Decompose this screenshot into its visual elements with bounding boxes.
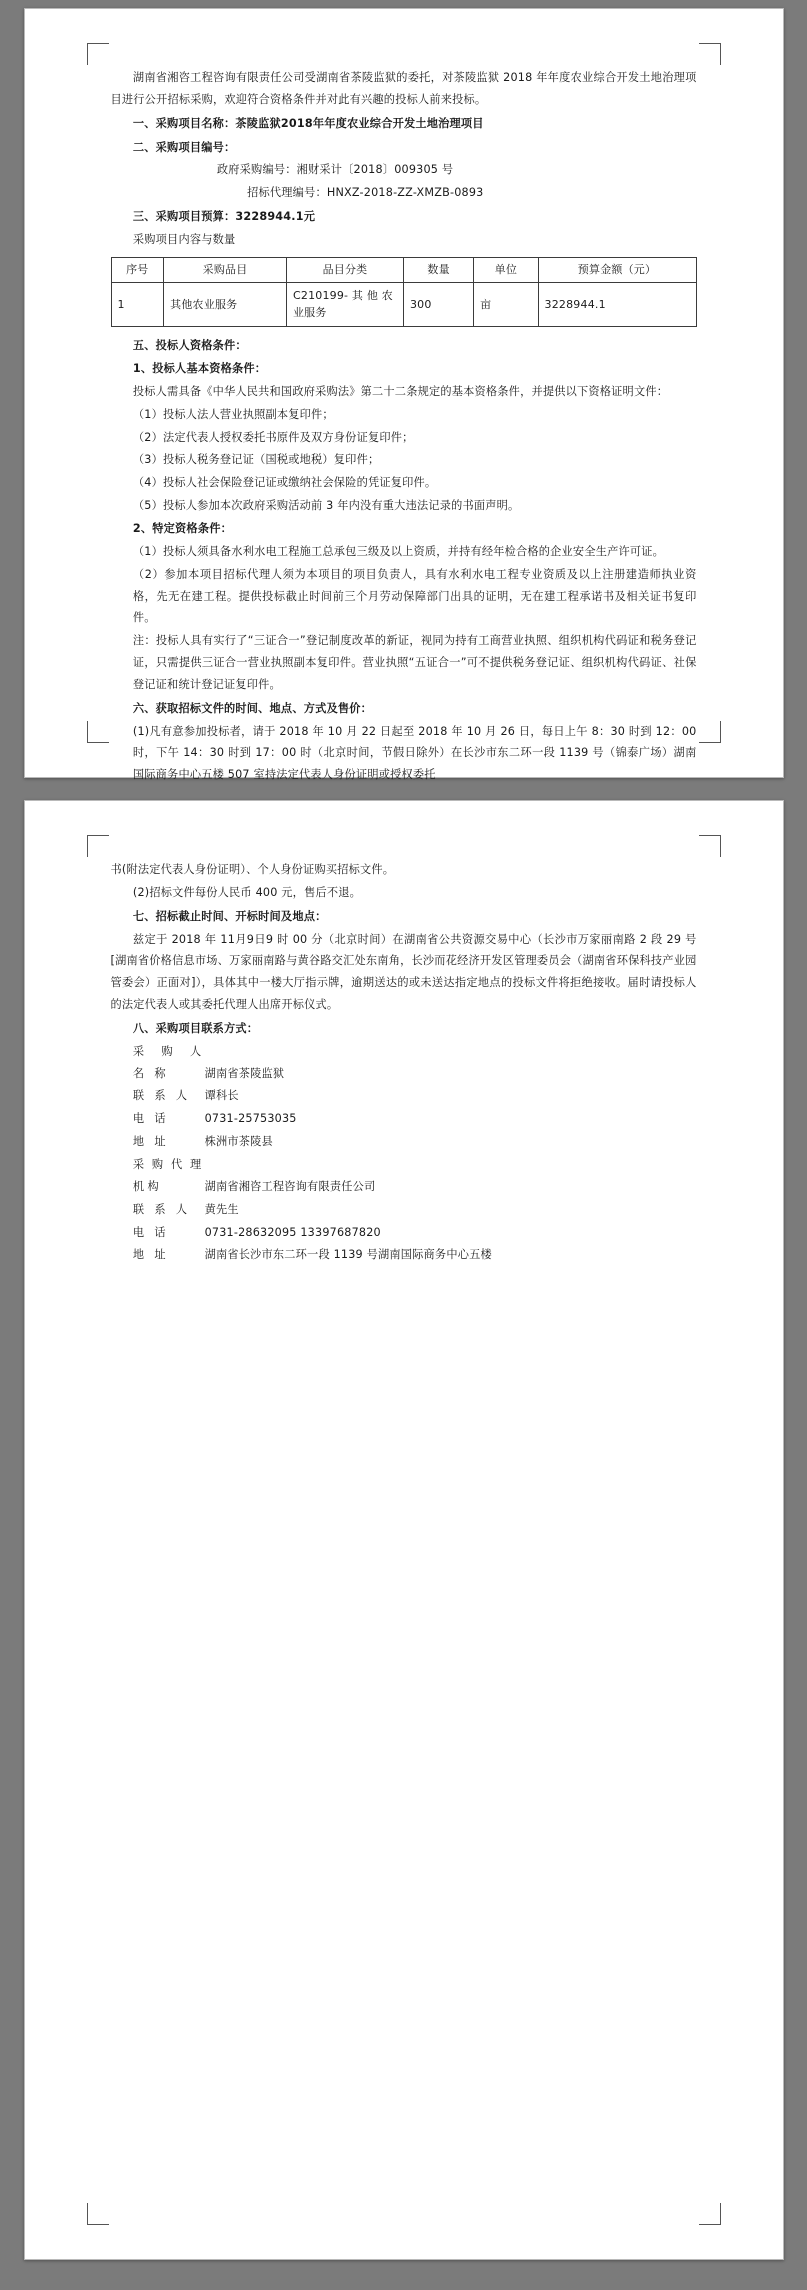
crop-mark-bottom-left (87, 721, 109, 743)
section-5-1-title: 1、投标人基本资格条件： (132, 362, 267, 376)
contact-row (111, 1222, 697, 1244)
contact-value: 湖南省茶陵监狱 (204, 1066, 285, 1080)
contact-label: 地 址 (132, 1135, 169, 1149)
section-6-title: 六、获取招标文件的时间、地点、方式及售价： (132, 701, 373, 715)
contact-row (111, 1131, 697, 1153)
section-6-paragraph-2: (2)招标文件每份人民币 400 元，售后不退。 (132, 885, 362, 899)
qualification-item-4: （4）投标人社会保险登记证或缴纳社会保险的凭证复印件。 (132, 476, 437, 490)
contact-value: 株洲市茶陵县 (204, 1135, 273, 1149)
intro-paragraph: 湖南省湘咨工程咨询有限责任公司受湖南省茶陵监狱的委托，对茶陵监狱 2018 年年度农业综合开发土地治理项目进行公开招标采购，欢迎符合资格条件并对此有兴趣的投标人前来投标。 (110, 71, 697, 106)
contact-row (111, 1085, 697, 1107)
agent-code-label: 招标代理编号： (247, 186, 327, 200)
document-page-2 (24, 800, 784, 2260)
table-header-unit: 单位 (474, 257, 538, 283)
crop-mark-top-right (699, 835, 721, 857)
contact-row (111, 1041, 697, 1085)
section-2-title (111, 137, 697, 159)
table-row (111, 283, 696, 327)
contact-value: 0731-25753035 (204, 1112, 297, 1126)
section-7-paragraph: 兹定于 2018 年 11月9日9 时 00 分（北京时间）在湖南省公共资源交易中心（长沙市万家丽南路 2 段 29 号 [湖南省价格信息市场、万家丽南路与黄谷路交汇处东南角，长沙而花经济开发区管理委员会（湖南省环保科技产业园管委会）正面对]），具体其中一楼大厅指示牌，逾期送达的或未送达指定地点的投标文件将拒绝接收。届时请投标人的法定代表人或其委托代理人出席开标仪式。 (110, 932, 697, 1012)
gov-purchase-code-label: 政府采购编号： (216, 163, 297, 177)
contact-value: 湖南省湘咨工程咨询有限责任公司 (204, 1179, 376, 1193)
gov-purchase-code-value: 湘财采计〔2018〕009305 号 (296, 163, 454, 177)
cell-budget: 3228944.1 (538, 283, 696, 327)
section-5-note: 注：投标人具有实行了“三证合一”登记制度改革的新证，视同为持有工商营业执照、组织机构代码证和税务登记证，只需提供三证合一营业执照副本复印件。营业执照“五证合一”可不提供税务登记证、组织机构代码证、社保登记证和统计登记证复印件。 (132, 634, 697, 691)
cell-item: 其他农业服务 (164, 283, 287, 327)
crop-mark-top-left (87, 43, 109, 65)
crop-mark-top-right (699, 43, 721, 65)
crop-mark-bottom-left (87, 2203, 109, 2225)
section-5-title: 五、投标人资格条件： (132, 339, 247, 353)
section-5-2-title: 2、特定资格条件： (132, 522, 232, 535)
contact-row (111, 1108, 697, 1130)
crop-mark-bottom-right (699, 2203, 721, 2225)
agent-code-line (111, 182, 697, 204)
specific-qualification-item-2: （2）参加本项目招标代理人须为本项目的项目负责人，具有水利水电工程专业资质及以上注册建造师执业资格，先无在建工程。提供投标截止时间前三个月劳动保障部门出具的证明，无在建工程承诺书及相关证书复印件。 (132, 567, 697, 625)
table-header-no: 序号 (111, 257, 164, 283)
cell-qty: 300 (403, 283, 473, 327)
contact-label: 电 话 (132, 1225, 169, 1239)
contact-label: 电 话 (132, 1112, 169, 1126)
page-2-body (111, 859, 697, 1266)
crop-mark-bottom-right (699, 721, 721, 743)
specific-qualification-item-1: （1）投标人须具备水利水电工程施工总承包三级及以上资质，并持有经年检合格的企业安全生产许可证。 (132, 544, 665, 558)
agent-code-value: HNXZ-2018-ZZ-XMZB-0893 (326, 186, 484, 200)
section-7-title: 七、招标截止时间、开标时间及地点： (132, 909, 327, 923)
contact-value: 谭科长 (204, 1089, 239, 1103)
table-header-item: 采购品目 (164, 257, 287, 283)
contact-label: 联 系 人 (132, 1202, 191, 1216)
table-header-category: 品目分类 (286, 257, 403, 283)
cell-unit: 亩 (474, 283, 538, 327)
purchase-items-table (111, 257, 697, 328)
table-header-row (111, 257, 696, 283)
table-header-qty: 数量 (403, 257, 473, 283)
contact-label: 地 址 (132, 1248, 169, 1262)
contact-row (111, 1154, 697, 1198)
section-8-title: 八、采购项目联系方式： (132, 1021, 259, 1035)
section-1-title: 一、采购项目名称：茶陵监狱2018年年度农业综合开发土地治理项目 (132, 116, 484, 130)
document-page-1 (24, 8, 784, 782)
section-3-subtitle: 采购项目内容与数量 (132, 232, 236, 246)
table-header-budget: 预算金额（元） (538, 257, 696, 283)
qualification-item-5: （5）投标人参加本次政府采购活动前 3 年内没有重大违法记录的书面声明。 (132, 499, 520, 513)
contact-row (111, 1199, 697, 1221)
cell-category: C210199- 其 他 农业服务 (286, 283, 403, 327)
page-1-body (111, 67, 697, 786)
section-6-paragraph-1: (1)凡有意参加投标者，请于 2018 年 10 月 22 日起至 2018 年 10 月 26 日，每日上午 8：30 时到 12：00 时，下午 14：30 时到 17：00 时（北京时间，节假日除外）在长沙市东二环一段 1139 号（锦泰广场）湖南国际商务中心五楼 507 室持法定代表人身份证明或授权委托 (132, 724, 697, 782)
contact-value: 湖南省长沙市东二环一段 1139 号湖南国际商务中心五楼 (204, 1248, 492, 1262)
contact-label: 采购代理机构 (132, 1157, 205, 1193)
section-3-title: 三、采购项目预算：3228944.1元 (132, 210, 316, 224)
qualification-item-1: （1）投标人法人营业执照副本复印件； (132, 407, 334, 421)
continued-paragraph: 书(附法定代表人身份证明）、个人身份证购买招标文件。 (110, 863, 395, 876)
contact-value: 0731-28632095 13397687820 (204, 1225, 381, 1239)
contact-value: 黄先生 (204, 1202, 239, 1216)
qualification-item-3: （3）投标人税务登记证（国税或地税）复印件； (132, 453, 380, 467)
qualification-item-2: （2）法定代表人授权委托书原件及双方身份证复印件； (132, 430, 414, 444)
gov-purchase-code-line (111, 159, 697, 181)
cell-no: 1 (111, 283, 164, 327)
crop-mark-top-left (87, 835, 109, 857)
contact-label: 采 购 人 名 称 (132, 1044, 205, 1080)
section-5-1-paragraph: 投标人需具备《中华人民共和国政府采购法》第二十二条规定的基本资格条件，并提供以下资格证明文件： (132, 384, 669, 398)
section-2-title-text: 二、采购项目编号： (132, 140, 236, 154)
contact-row (111, 1244, 697, 1266)
contact-label: 联 系 人 (132, 1089, 191, 1103)
